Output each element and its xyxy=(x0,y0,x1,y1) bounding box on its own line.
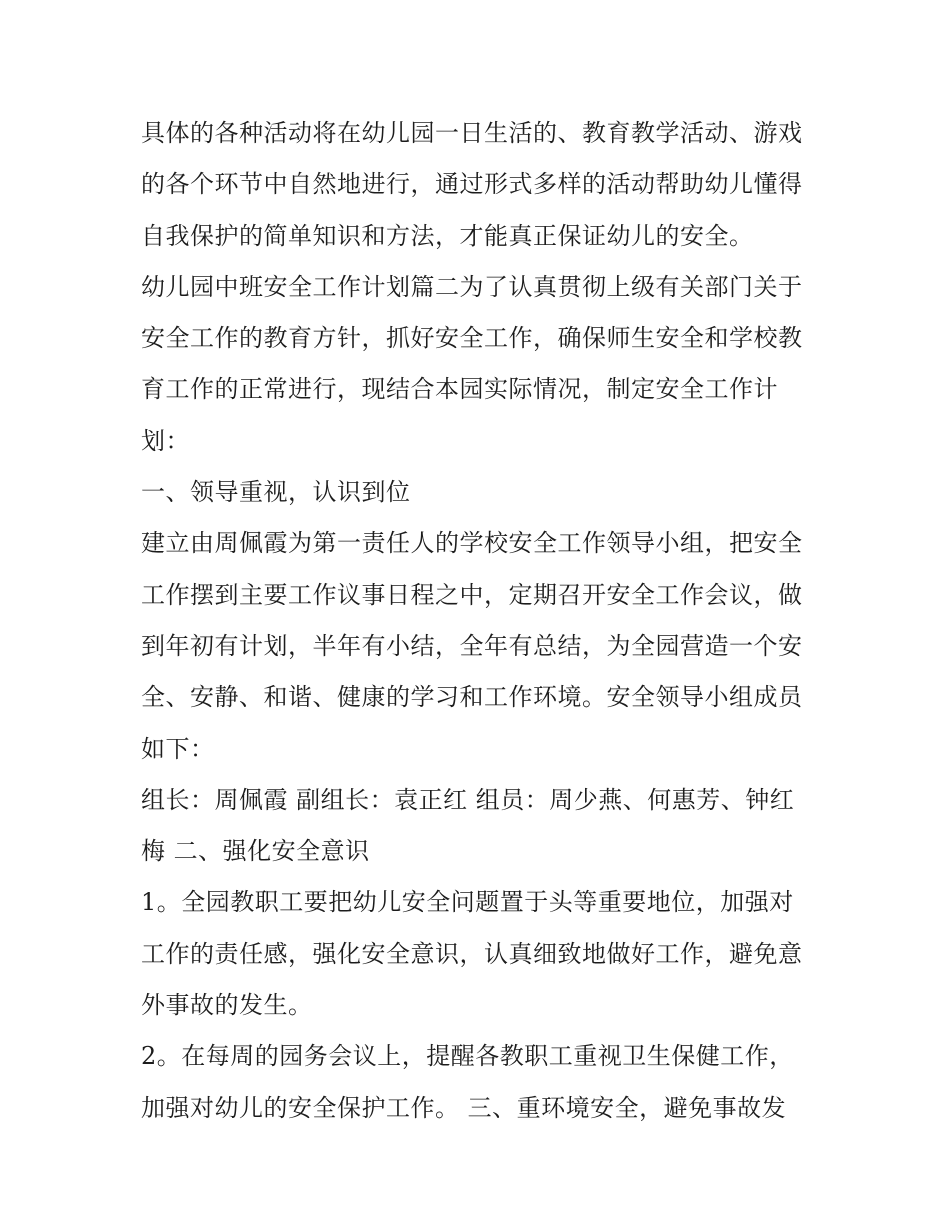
text-line: 具体的各种活动将在幼儿园一日生活的、教育教学活动、游戏 xyxy=(141,119,803,147)
text-line: 如下： xyxy=(141,734,215,763)
text-line: 全、安静、和谐、健康的学习和工作环境。安全领导小组成员 xyxy=(141,683,803,712)
text-line: 的各个环节中自然地进行，通过形式多样的活动帮助幼儿懂得 xyxy=(141,170,803,199)
section-heading: 一、领导重视，认识到位 xyxy=(141,478,411,507)
text-line: 幼儿园中班安全工作计划篇二为了认真贯彻上级有关部门关于 xyxy=(141,272,803,301)
text-line: 到年初有计划，半年有小结，全年有总结，为全园营造一个安 xyxy=(141,631,803,660)
text-line: 育工作的正常进行，现结合本园实际情况，制定安全工作计 xyxy=(141,375,778,404)
text-line: 组长：周佩霞 副组长：袁正红 组员：周少燕、何惠芳、钟红 xyxy=(141,785,795,814)
text-line: 加强对幼儿的安全保护工作。 三、重环境安全，避免事故发 xyxy=(141,1093,787,1122)
text-line: 1。全园教职工要把幼儿安全问题置于头等重要地位，加强对 xyxy=(141,888,794,917)
text-line: 建立由周佩霞为第一责任人的学校安全工作领导小组，把安全 xyxy=(141,529,803,558)
text-line: 工作摆到主要工作议事日程之中，定期召开安全工作会议，做 xyxy=(141,580,803,609)
text-line: 2。在每周的园务会议上，提醒各教职工重视卫生保健工作， xyxy=(141,1042,794,1071)
text-line: 梅 二、强化安全意识 xyxy=(141,837,370,866)
text-line: 自我保护的简单知识和方法，才能真正保证幼儿的安全。 xyxy=(141,221,754,250)
text-line: 划： xyxy=(141,426,190,455)
text-line: 外事故的发生。 xyxy=(141,991,313,1020)
document-body xyxy=(141,108,831,1134)
text-line: 工作的责任感，强化安全意识，认真细致地做好工作，避免意 xyxy=(141,939,803,968)
text-line: 安全工作的教育方针，抓好安全工作，确保师生安全和学校教 xyxy=(141,324,803,353)
